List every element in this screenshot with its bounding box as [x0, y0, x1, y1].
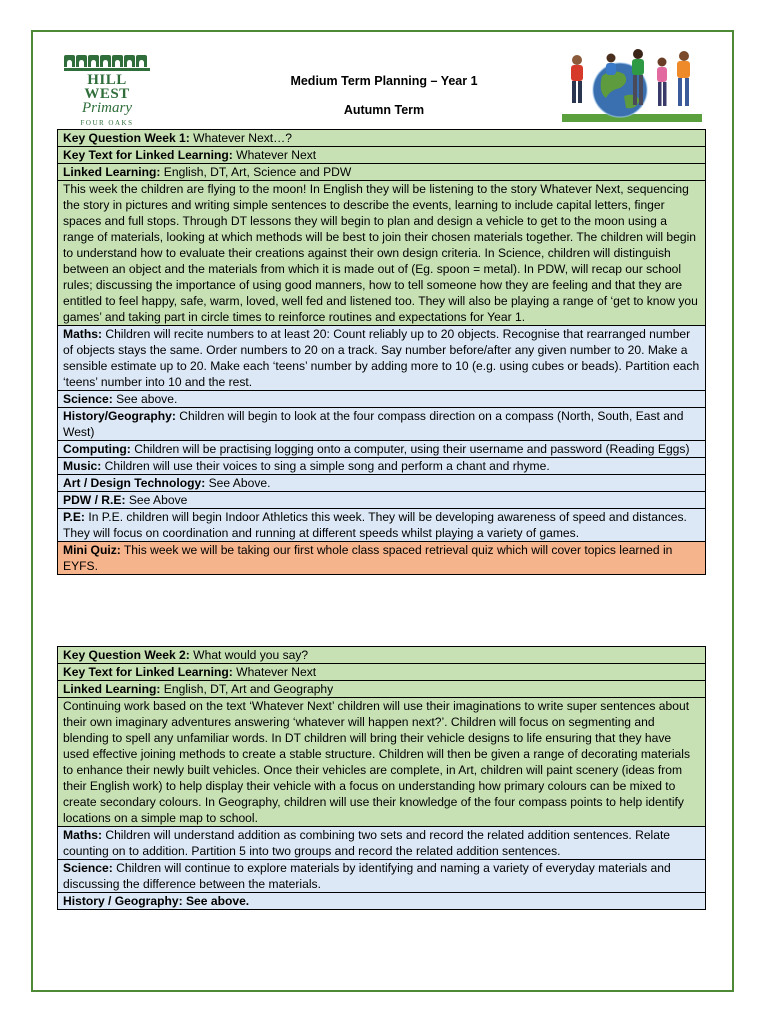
row-text: Children will understand addition as combining two sets and record the related addition sentences. Relate counting on to addition. Partition 5 into two groups and record the related addition sentences. — [63, 828, 671, 858]
row-label: Maths: — [63, 828, 102, 842]
row-text: Whatever Next…? — [189, 131, 292, 145]
week1-row — [58, 492, 705, 509]
row-text: See Above — [125, 493, 188, 507]
row-text: Whatever Next — [232, 665, 317, 679]
week2-row — [58, 647, 705, 664]
week1-row — [58, 326, 705, 391]
row-label: Computing: — [63, 442, 131, 456]
school-logo — [64, 55, 152, 127]
row-label: Maths: — [63, 327, 102, 341]
logo-name-line2: Primary — [82, 100, 132, 116]
row-text: In P.E. children will begin Indoor Athletics this week. They will be developing awareness of speed and distances. They will focus on coordination and running at different speeds whilst playing a variety of games. — [63, 510, 687, 540]
week1-row — [58, 475, 705, 492]
week1-row — [58, 147, 705, 164]
week1-row — [58, 509, 705, 542]
row-label: Key Text for Linked Learning: — [63, 665, 233, 679]
row-label: Linked Learning: — [63, 682, 161, 696]
row-label: Science: — [63, 392, 113, 406]
row-text: What would you say? — [189, 648, 309, 662]
row-label: History/Geography: — [63, 409, 176, 423]
week2-row — [58, 698, 705, 827]
week1-row — [58, 181, 705, 326]
row-text: This week the children are flying to the moon! In English they will be listening to the story Whatever Next, sequencing the story in pictures and writing simple sentences to describe the events, learning to include capital letters, finger spaces and full stops. Through DT lessons they will begin to plan and design a vehicle to get to the moon using a range of materials, looking at which methods will be best to join their chosen materials together. The children will begin to understand how to evaluate their creations against their own design criteria. In Science, children will distinguish between an object and the materials from which it is made out of (Eg. spoon = metal). In PDW, will recap our school rules; discussing the importance of using good manners, how to tell someone how they are feeling and that they are entitled to feel happy, safe, warm, loved, well fed and listened too. They will also be playing a range of ‘get to know you games’ and taking part in circle times to reinforce routines and expectations for Year 1. — [63, 182, 698, 324]
week1-row — [58, 391, 705, 408]
row-text: See Above. — [205, 476, 271, 490]
row-label: History / Geography: See above. — [63, 894, 250, 908]
week2-row — [58, 827, 705, 860]
row-text: English, DT, Art and Geography — [160, 682, 334, 696]
week1-row — [58, 458, 705, 475]
logo-name-line3: FOUR OAKS — [80, 119, 134, 127]
week1-row — [58, 441, 705, 458]
logo-arches — [64, 55, 152, 67]
week1-table — [57, 129, 706, 575]
week2-table — [57, 646, 706, 910]
row-text: This week we will be taking our first whole class spaced retrieval quiz which will cover topics learned in EYFS. — [63, 543, 673, 573]
row-label: Linked Learning: — [63, 165, 161, 179]
page-subtitle: Autumn Term — [343, 103, 425, 117]
row-label: Key Text for Linked Learning: — [63, 148, 233, 162]
week2-row — [58, 681, 705, 698]
row-label: P.E: — [63, 510, 85, 524]
row-text: See above. — [112, 392, 178, 406]
row-label: Key Question Week 1: — [63, 131, 190, 145]
page-title: Medium Term Planning – Year 1 — [290, 74, 478, 88]
week1-row — [58, 164, 705, 181]
row-label: PDW / R.E: — [63, 493, 126, 507]
children-globe-image — [562, 46, 702, 122]
row-label: Key Question Week 2: — [63, 648, 190, 662]
row-text: Children will use their voices to sing a simple song and perform a chant and rhyme. — [101, 459, 550, 473]
row-text: Children will be practising logging onto a computer, using their username and password (Reading Eggs) — [130, 442, 690, 456]
logo-name-line1: HILL WEST — [84, 72, 130, 102]
row-text: Continuing work based on the text ‘Whatever Next’ children will use their imaginations to write super sentences about their own imaginary adventures answering ‘whatever will happen next?’. Children will focus on segmenting and blending to spell any unfamiliar words. In DT children will bring their vehicle designs to life ensuring that they have used effective joining methods to create a stable structure. Children will then be given a range of decorating materials to enhance their newly built vehicles. Once their vehicles are complete, in Art, children will paint scenery (ideas from their English work) to help display their vehicle with a focus on understanding how primary colours can be mixed to create secondary colours. In Geography, children will use their knowledge of the four compass points to help identify locations on a simple map to school. — [63, 699, 690, 825]
row-text: Children will continue to explore materials by identifying and naming a variety of everyday materials and discussing the difference between the materials. — [63, 861, 671, 891]
row-label: Music: — [63, 459, 102, 473]
week2-row — [58, 860, 705, 893]
week2-row — [58, 893, 705, 909]
week1-row — [58, 542, 705, 574]
week1-row — [58, 408, 705, 441]
row-label: Mini Quiz: — [63, 543, 121, 557]
row-text: Whatever Next — [232, 148, 317, 162]
row-label: Art / Design Technology: — [63, 476, 206, 490]
row-text: Children will begin to look at the four compass direction on a compass (North, South, East and West) — [63, 409, 684, 439]
week2-row — [58, 664, 705, 681]
row-label: Science: — [63, 861, 113, 875]
row-text: English, DT, Art, Science and PDW — [160, 165, 352, 179]
week1-row — [58, 130, 705, 147]
row-text: Children will recite numbers to at least 20: Count reliably up to 20 objects. Recognise that rearranged number of objects stays the same. Order numbers to 20 on a track. Say number before/after any given number to 20. Make a sensible estimate up to 20. Make each ‘teens’ number by adding more to 10 (e.g. using cubes or beads). Partition each ‘teens’ number into 10 and the rest. — [63, 327, 700, 389]
